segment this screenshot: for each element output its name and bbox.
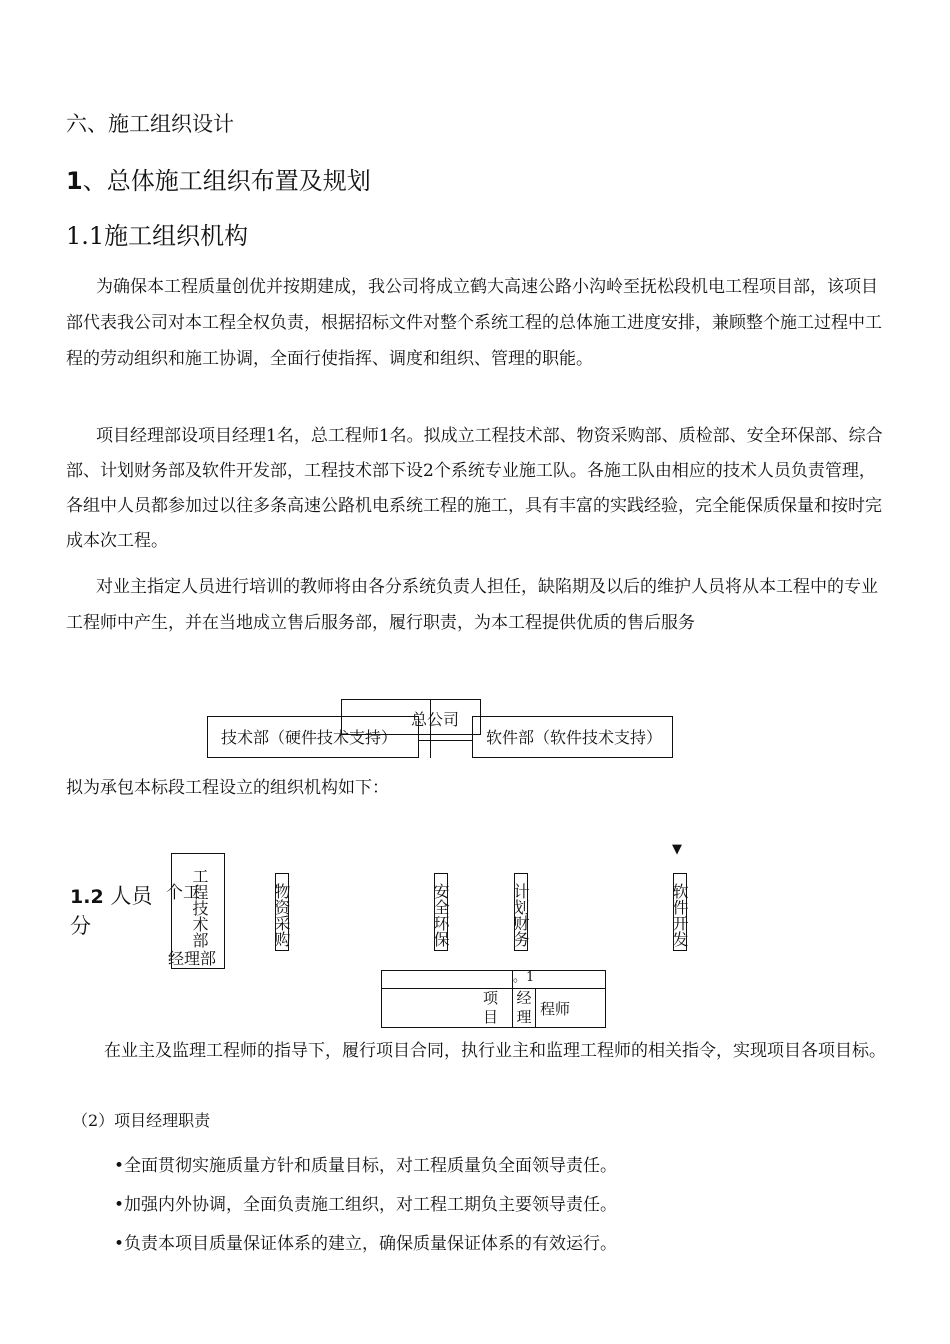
material-dept-label: 物资采购	[272, 883, 291, 947]
section-heading: 六、施工组织设计	[66, 112, 234, 136]
staff-heading-cont: 分	[70, 914, 91, 938]
staff-heading-overlap: 个工	[166, 883, 200, 903]
table-cell-engineer: 程师	[540, 999, 571, 1018]
manager-table	[381, 970, 606, 1028]
finance-dept-label: 计划财务	[511, 883, 530, 947]
paragraph-2	[66, 419, 886, 559]
after-paragraph	[66, 1034, 886, 1068]
table-cell	[536, 989, 606, 1028]
safety-dept-label: 安全环保	[431, 883, 450, 947]
paragraph-1-text: 为确保本工程质量创优并按期建成，我公司将成立鹤大高速公路小沟岭至抚松段机电工程项目部，该项目部代表我公司对本工程全权负责，根据招标文件对整个系统工程的总体施工进度安排，兼顾整个施工过程中工程的劳动组织和施工协调，全面行使指挥、调度和组织、管理的职能。	[66, 277, 882, 369]
duty-heading: （2）项目经理职责	[72, 1111, 211, 1130]
table-top-right: 。1	[513, 970, 535, 985]
paragraph-3-text: 对业主指定人员进行培训的教师将由各分系统负责人担任，缺陷期及以后的维护人员将从本工程中的专业工程师中产生，并在当地成立售后服务部，履行职责，为本工程提供优质的售后服务	[66, 577, 878, 633]
table-cell	[382, 989, 513, 1028]
table-cell	[382, 971, 513, 989]
paragraph-2-text: 项目经理部设项目经理1名，总工程师1名。拟成立工程技术部、物资采购部、质检部、安全环保部、综合部、计划财务部及软件开发部，工程技术部下设2个系统专业施工队。各施工队由相应的技术人员负责管理，各组中人员都参加过以往多条高速公路机电系统工程的施工，具有丰富的实践经验，完全能保质保量和按时完成本次工程。	[66, 426, 883, 551]
list-item: •全面贯彻实施质量方针和质量目标，对工程质量负全面领导责任。	[114, 1156, 618, 1176]
table-cell	[513, 971, 606, 989]
staff-heading-text: 人员	[110, 884, 153, 908]
arrow-down-icon: ▼	[672, 842, 682, 857]
table-cell-project: 项目	[482, 989, 498, 1026]
manager-dept-label: 经理部	[168, 949, 217, 968]
intro-line: 拟为承包本标段工程设立的组织机构如下：	[66, 778, 389, 798]
staff-heading-number: 1.2	[70, 886, 104, 908]
list-item: •负责本项目质量保证体系的建立，确保质量保证体系的有效运行。	[114, 1234, 618, 1254]
after-paragraph-text: 在业主及监理工程师的指导下，履行项目合同，执行业主和监理工程师的相关指令，实现项目各项目标。	[104, 1041, 886, 1061]
main-heading	[66, 161, 371, 196]
main-heading-text: 、总体施工组织布置及规划	[82, 167, 371, 195]
eng-tech-label: 工程技术部	[190, 868, 209, 948]
tech-dept-label: 技术部（硬件技术支持）	[221, 728, 398, 747]
paragraph-3	[66, 569, 886, 641]
sub-heading: 1.1施工组织机构	[66, 222, 249, 250]
staff-heading	[70, 880, 152, 910]
head-company-label: 总公司	[411, 710, 460, 729]
connector-line	[419, 740, 472, 741]
software-dev-label: 软件开发	[670, 883, 689, 947]
main-heading-number: 1	[66, 167, 83, 195]
paragraph-1	[66, 269, 886, 377]
software-dept-label: 软件部（软件技术支持）	[486, 728, 663, 747]
table-cell	[513, 989, 536, 1028]
list-item: •加强内外协调，全面负责施工组织，对工程工期负主要领导责任。	[114, 1195, 618, 1215]
table-cell-manager: 经理	[516, 989, 532, 1026]
